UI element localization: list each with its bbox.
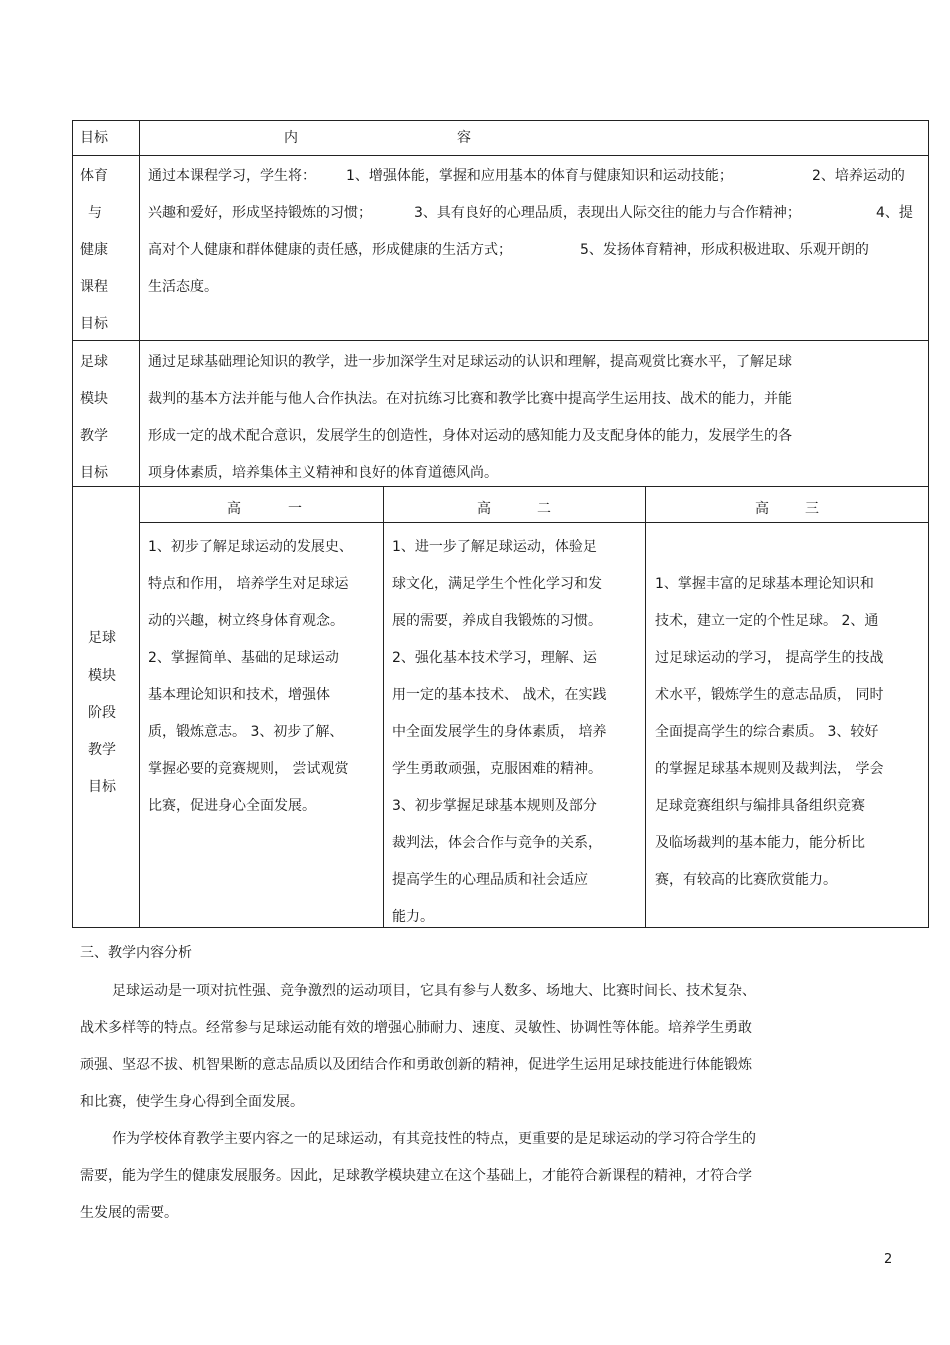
grade2-text: 2、强化基本技术学习，理解、运 — [392, 650, 597, 666]
paragraph-line: 和比赛，使学生身心得到全面发展。 — [80, 1094, 304, 1110]
row2-text: 通过足球基础理论知识的教学，进一步加深学生对足球运动的认识和理解，提高观赏比赛水平，了解足球 — [148, 354, 792, 370]
grade1-text: 掌握必要的竞赛规则， 尝试观赏 — [148, 761, 349, 777]
row2-label: 目标 — [80, 465, 108, 481]
grade3-header-a: 高 — [755, 501, 769, 517]
header-goal: 目标 — [80, 130, 108, 146]
table-border — [383, 486, 384, 928]
grade3-text: 足球竞赛组织与编排具备组织竞赛 — [655, 798, 865, 814]
table-border — [72, 155, 929, 156]
grade2-text: 学生勇敢顽强，克服困难的精神。 — [392, 761, 602, 777]
row2-text: 裁判的基本方法并能与他人合作执法。在对抗练习比赛和教学比赛中提高学生运用技、战术的能力，并能 — [148, 391, 792, 407]
grade2-text: 3、初步掌握足球基本规则及部分 — [392, 798, 597, 814]
row1-text: 2、培养运动的 — [812, 168, 905, 184]
paragraph-line: 顽强、坚忍不拔、机智果断的意志品质以及团结合作和勇敢创新的精神，促进学生运用足球技能进行体能锻炼 — [80, 1057, 752, 1073]
row2-label: 模块 — [80, 391, 108, 407]
grade3-text: 技术，建立一定的个性足球。 2、通 — [655, 613, 879, 629]
grade2-text: 提高学生的心理品质和社会适应 — [392, 872, 588, 888]
grade2-text: 用一定的基本技术、 战术，在实践 — [392, 687, 607, 703]
row1-text: 1、增强体能，掌握和应用基本的体育与健康知识和运动技能； — [346, 168, 733, 184]
row1-text: 通过本课程学习，学生将： — [148, 168, 316, 184]
grade3-text: 1、掌握丰富的足球基本理论知识和 — [655, 576, 874, 592]
table-border — [72, 927, 929, 928]
row3-label: 教学 — [88, 742, 116, 758]
row1-text: 5、发扬体育精神，形成积极进取、乐观开朗的 — [580, 242, 869, 258]
row1-label: 课程 — [80, 279, 108, 295]
row1-label: 与 — [88, 205, 102, 221]
section-heading: 三、教学内容分析 — [80, 945, 192, 961]
grade3-text: 术水平，锻炼学生的意志品质， 同时 — [655, 687, 884, 703]
row1-label: 目标 — [80, 316, 108, 332]
row2-label: 教学 — [80, 428, 108, 444]
page-number: 2 — [884, 1252, 893, 1267]
grade3-text: 过足球运动的学习， 提高学生的技战 — [655, 650, 884, 666]
row2-label: 足球 — [80, 354, 108, 370]
paragraph-line: 生发展的需要。 — [80, 1205, 178, 1221]
row3-label: 足球 — [88, 630, 116, 646]
row3-label: 模块 — [88, 668, 116, 684]
grade2-text: 裁判法，体会合作与竞争的关系， — [392, 835, 602, 851]
header-content-a: 内 — [284, 130, 298, 146]
grade3-header-b: 三 — [805, 501, 819, 517]
table-border — [645, 486, 646, 928]
row1-text: 兴趣和爱好，形成坚持锻炼的习惯； — [148, 205, 372, 221]
table-border — [139, 120, 140, 928]
grade1-text: 1、初步了解足球运动的发展史、 — [148, 539, 353, 555]
row1-label: 健康 — [80, 242, 108, 258]
grade2-text: 展的需要，养成自我锻炼的习惯。 — [392, 613, 602, 629]
grade2-text: 中全面发展学生的身体素质， 培养 — [392, 724, 607, 740]
grade2-text: 1、进一步了解足球运动，体验足 — [392, 539, 597, 555]
row2-text: 形成一定的战术配合意识，发展学生的创造性，身体对运动的感知能力及支配身体的能力，发展学生的各 — [148, 428, 792, 444]
grade1-text: 2、掌握简单、基础的足球运动 — [148, 650, 339, 666]
grade1-text: 质，锻炼意志。 3、初步了解、 — [148, 724, 344, 740]
table-border — [928, 120, 929, 928]
grade2-text: 能力。 — [392, 909, 434, 925]
row3-label: 阶段 — [88, 705, 116, 721]
row1-text: 3、具有良好的心理品质，表现出人际交往的能力与合作精神； — [414, 205, 801, 221]
row2-text: 项身体素质，培养集体主义精神和良好的体育道德风尚。 — [148, 465, 498, 481]
grade2-header-a: 高 — [477, 501, 491, 517]
grade1-header-b: 一 — [288, 501, 302, 517]
paragraph-line: 需要，能为学生的健康发展服务。因此，足球教学模块建立在这个基础上，才能符合新课程的精神，才符合学 — [80, 1168, 752, 1184]
grade1-text: 基本理论知识和技术，增强体 — [148, 687, 330, 703]
row1-text: 生活态度。 — [148, 279, 218, 295]
table-border — [72, 486, 929, 487]
grade2-text: 球文化，满足学生个性化学习和发 — [392, 576, 602, 592]
paragraph-line: 足球运动是一项对抗性强、竞争激烈的运动项目，它具有参与人数多、场地大、比赛时间长、技术复杂、 — [112, 983, 756, 999]
paragraph-line: 作为学校体育教学主要内容之一的足球运动，有其竞技性的特点，更重要的是足球运动的学习符合学生的 — [112, 1131, 756, 1147]
row1-label: 体育 — [80, 168, 108, 184]
grade3-text: 的掌握足球基本规则及裁判法， 学会 — [655, 761, 884, 777]
grade1-text: 比赛，促进身心全面发展。 — [148, 798, 316, 814]
grade3-text: 及临场裁判的基本能力，能分析比 — [655, 835, 865, 851]
grade1-text: 特点和作用， 培养学生对足球运 — [148, 576, 349, 592]
grade1-text: 动的兴趣，树立终身体育观念。 — [148, 613, 344, 629]
row1-text: 4、提 — [876, 205, 913, 221]
paragraph-line: 战术多样等的特点。经常参与足球运动能有效的增强心肺耐力、速度、灵敏性、协调性等体能。培养学生勇敢 — [80, 1020, 752, 1036]
row1-text: 高对个人健康和群体健康的责任感，形成健康的生活方式； — [148, 242, 512, 258]
grade2-header-b: 二 — [537, 501, 551, 517]
row3-label: 目标 — [88, 779, 116, 795]
table-border — [139, 522, 929, 523]
table-border — [72, 120, 929, 121]
table-border — [72, 340, 929, 341]
grade1-header-a: 高 — [227, 501, 241, 517]
grade3-text: 赛，有较高的比赛欣赏能力。 — [655, 872, 837, 888]
header-content-b: 容 — [457, 130, 471, 146]
grade3-text: 全面提高学生的综合素质。 3、较好 — [655, 724, 879, 740]
table-border — [72, 120, 73, 928]
